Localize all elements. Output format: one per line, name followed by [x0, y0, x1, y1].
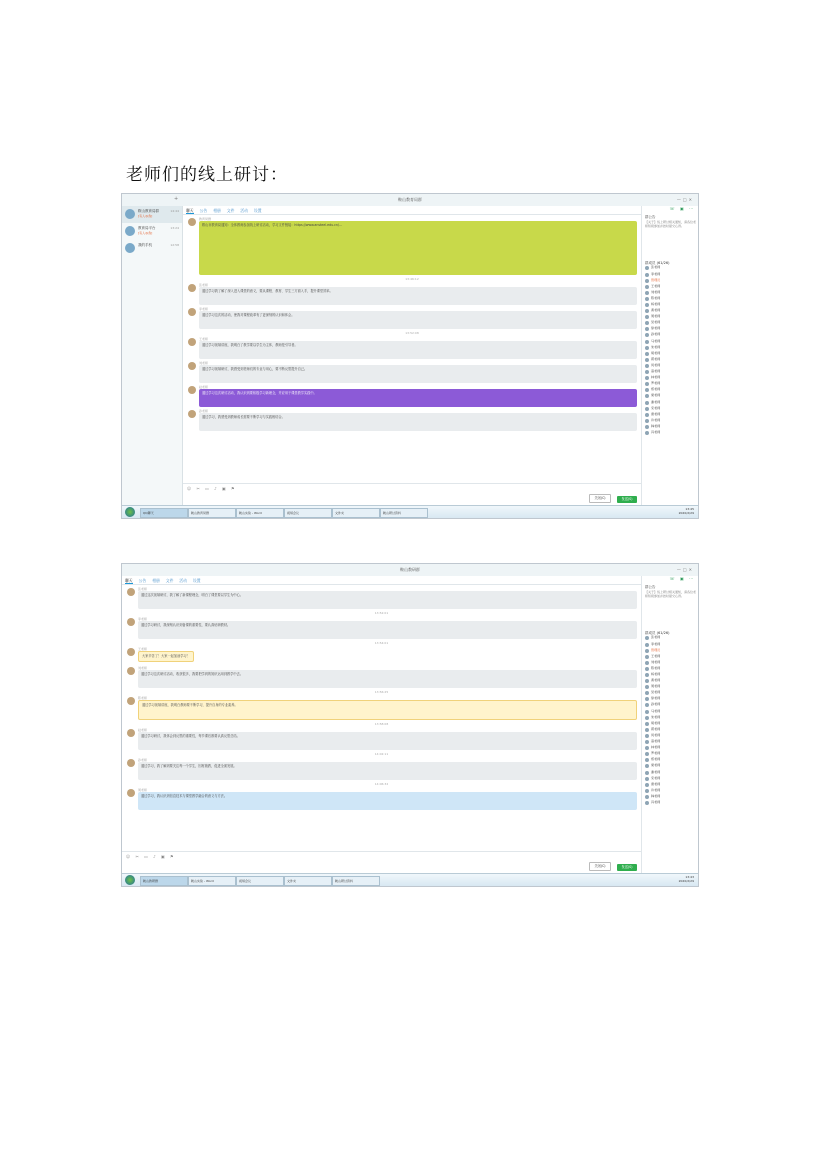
notice-text: 【关于】线上研讨相关通知，请各位老师积极参加并按时提交心得。 [645, 219, 697, 229]
member-name: 谢老师 [651, 769, 661, 774]
tab-item[interactable]: 文件 [226, 208, 235, 213]
member-avatar [645, 801, 649, 805]
message-row [187, 361, 637, 383]
member-name: 胡老师 [651, 350, 661, 355]
input-area[interactable] [183, 483, 641, 506]
send-button[interactable]: 发送(S) [617, 864, 637, 871]
taskbar-item[interactable]: 鞍山教研群 [140, 876, 188, 886]
avatar[interactable] [188, 284, 196, 292]
conversation-status: [有人@我] [138, 230, 153, 235]
message-bubble: 通过学习这次研讨活动，我认识到要积极学习新理念，并应用于课堂教学实践中。 [199, 389, 637, 407]
taskbar-item[interactable]: 鞍山实验 - Word [188, 876, 236, 886]
member-avatar [645, 697, 649, 701]
tab-item[interactable]: 文件 [165, 578, 174, 583]
member-name: 胡老师 [651, 720, 661, 725]
member-avatar [645, 661, 649, 665]
window-title: 鞍山教育局群 [398, 197, 422, 202]
message-timestamp: 14:02:11 [374, 751, 389, 756]
member-name: 梁老师 [651, 763, 661, 768]
group-sidebar [641, 206, 698, 506]
member-avatar [645, 764, 649, 768]
member-avatar [645, 266, 649, 270]
member-name: 吴老师 [651, 690, 661, 695]
avatar [125, 209, 135, 219]
sender-name: 孙老师 [199, 409, 209, 414]
member-avatar [645, 358, 649, 362]
member-avatar [645, 303, 649, 307]
tab-item[interactable]: 相册 [213, 208, 221, 213]
member-name: 罗老师 [651, 751, 661, 756]
window-controls[interactable]: —□✕ [676, 197, 694, 202]
taskbar-clock: 13:45 2020/2/29 [678, 507, 694, 515]
add-icon[interactable]: + [174, 196, 179, 202]
conversation-name: 教育局平台 [138, 226, 156, 230]
sender-name: 赵老师 [138, 727, 148, 732]
member-avatar [645, 777, 649, 781]
taskbar [122, 505, 698, 518]
group-tools-icons[interactable]: ☏ ▣ ⋯ [669, 576, 695, 581]
chat-main [183, 206, 641, 506]
member-name: 朱老师 [651, 344, 661, 349]
member-name: 郑老师 [651, 387, 661, 392]
member-avatar [645, 771, 649, 775]
member-name: 陈老师 [651, 665, 661, 670]
taskbar-item[interactable]: 鞍山实验 - Word [236, 508, 284, 518]
message-row [126, 617, 637, 639]
close-button[interactable]: 关闭(C) [589, 494, 611, 503]
message-row [187, 385, 637, 407]
sender-name: 王老师 [138, 647, 148, 652]
message-row [126, 728, 637, 750]
message-bubble: 通过学习视频讲座，我明白教师要不断学习，提升自身的专业素养。 [138, 700, 637, 720]
tab-item[interactable]: 聊天 [125, 578, 133, 583]
member-avatar [645, 309, 649, 313]
conversation-name: 我的手机 [138, 243, 152, 247]
notice-title: 群公告 [645, 215, 656, 219]
member-name: 梁老师 [651, 393, 661, 398]
member-item[interactable] [642, 430, 698, 436]
member-avatar [645, 710, 649, 714]
member-avatar [645, 752, 649, 756]
message-list [122, 585, 641, 852]
tab-item[interactable]: 公告 [199, 208, 208, 213]
member-name: 罗老师 [651, 381, 661, 386]
member-avatar [645, 333, 649, 337]
message-bubble: 通过学习视频研讨，我感受到老师们的专业与用心，要不断反思提升自己。 [199, 365, 637, 383]
taskbar-item[interactable]: 视频会议 [284, 508, 332, 518]
taskbar-item[interactable]: 文件夹 [332, 508, 380, 518]
sender-name: 刘老师 [199, 361, 209, 366]
member-avatar [645, 419, 649, 423]
conversation-item[interactable] [122, 240, 182, 257]
taskbar-item[interactable]: 鞍山教育局群 [188, 508, 236, 518]
member-avatar [645, 327, 649, 331]
member-name: 林老师 [651, 375, 661, 380]
sender-name: 刘老师 [138, 665, 148, 670]
member-name: 周老师 [651, 314, 661, 319]
sender-name: 李老师 [138, 617, 148, 622]
avatar[interactable] [188, 386, 196, 394]
message-row [187, 217, 637, 275]
member-name: 高老师 [651, 739, 661, 744]
message-timestamp: 13:52:08 [405, 331, 419, 336]
member-avatar [645, 340, 649, 344]
member-avatar [645, 728, 649, 732]
member-avatar [645, 382, 649, 386]
tab-item[interactable]: 相册 [152, 578, 160, 583]
member-avatar [645, 346, 649, 350]
member-name: 许老师 [651, 787, 661, 792]
member-name: 吴老师 [651, 320, 661, 325]
message-bubble: 通过学习这次研讨活动，收获很多，我要把学到的知识运用到教学中去。 [138, 670, 637, 688]
avatar[interactable] [127, 618, 135, 626]
member-avatar [645, 685, 649, 689]
member-name: 孙老师 [651, 702, 661, 707]
message-row [126, 788, 637, 810]
message-list [183, 215, 641, 484]
member-name: 唐老师 [651, 411, 661, 416]
member-name: 杨老师 [651, 672, 661, 676]
member-avatar [645, 722, 649, 726]
avatar[interactable] [127, 789, 135, 797]
message-row [187, 307, 637, 329]
member-name: 徐老师 [651, 696, 661, 701]
member-name: 李老师 [651, 641, 661, 646]
message-bubble: 通过学习视频讲座，我明白了教学要以学生为主体，教师是引导者。 [199, 341, 637, 359]
member-name: 陈老师 [651, 295, 661, 300]
tab-item[interactable]: 设置 [192, 578, 201, 583]
message-timestamp: 13:56:25 [374, 689, 389, 694]
member-name: 宋老师 [651, 405, 661, 410]
window-controls[interactable]: —□✕ [676, 567, 694, 572]
member-name: 徐老师 [651, 326, 661, 331]
message-bubble: 通过学习研讨，我深刻认识到备课的重要性，要认真钻研教材。 [138, 621, 637, 639]
chat-tabs [183, 206, 641, 215]
member-name: 何老师 [651, 732, 661, 737]
member-avatar [645, 401, 649, 405]
member-avatar [645, 273, 649, 277]
member-avatar [645, 667, 649, 671]
chat-tabs [122, 576, 641, 585]
conversation-item[interactable] [122, 206, 182, 223]
avatar [125, 243, 135, 253]
avatar[interactable] [127, 667, 135, 675]
conversation-item[interactable] [122, 223, 182, 240]
member-list [642, 635, 698, 806]
member-avatar [645, 388, 649, 392]
member-name: 郭老师 [651, 356, 661, 361]
message-bubble: 通过学习，我认识到信息技术与课堂教学融合的意义与方法。 [138, 792, 637, 810]
taskbar-item[interactable]: QQ聊天 [140, 508, 188, 518]
member-avatar [645, 279, 649, 283]
message-timestamp: 13:54:01 [374, 641, 389, 646]
members-title: 群成员 (61/26) [645, 260, 670, 265]
member-name: 刘老师 [651, 659, 661, 664]
message-row [187, 409, 637, 431]
start-button-icon[interactable] [125, 507, 135, 517]
member-avatar [645, 703, 649, 707]
member-name: 马老师 [651, 338, 661, 343]
chat-screenshot-2 [121, 563, 699, 887]
member-avatar [645, 376, 649, 380]
avatar [125, 226, 135, 236]
member-avatar [645, 285, 649, 289]
avatar[interactable] [188, 308, 196, 316]
member-avatar [645, 716, 649, 720]
avatar[interactable] [188, 410, 196, 418]
message-row [126, 647, 637, 663]
member-avatar [645, 425, 649, 429]
sender-name: 李老师 [199, 307, 209, 312]
member-name: 许老师 [651, 417, 661, 422]
conversation-time: 14:44 [170, 209, 179, 213]
member-name: 朱老师 [651, 714, 661, 719]
message-bubble: 鞍山市教育局通知：全体教师参加线上研讨活动，学习文件链接：https://www.ansteel.edu.cn/... [199, 221, 637, 275]
member-list [642, 265, 698, 436]
member-name: 刘老师 [651, 289, 661, 294]
notice-text: 【关于】线上研讨相关通知，请各位老师积极参加并按时提交心得。 [645, 589, 697, 599]
taskbar-item[interactable]: 鞍山研讨资料 [332, 876, 380, 886]
avatar[interactable] [188, 362, 196, 370]
message-bubble: 通过学习，我了解到要关注每一个学生，因材施教，促进全面发展。 [138, 762, 637, 780]
taskbar [122, 873, 698, 886]
message-row [187, 283, 637, 305]
avatar[interactable] [188, 338, 196, 346]
conversation-name: 鞍山教育局群 [138, 209, 159, 213]
member-name: 宋老师 [651, 775, 661, 780]
message-timestamp: 13:46:12 [405, 277, 419, 282]
message-row [187, 337, 637, 359]
member-name: 王老师 [651, 653, 661, 658]
conversation-time: 12:58 [170, 243, 179, 247]
message-bubble: 通过学习这次的活动，使我对课程改革有了更深刻的认识和体会。 [199, 311, 637, 329]
taskbar-item[interactable]: 鞍山研讨资料 [380, 508, 428, 518]
member-name: 张老师 [651, 635, 661, 640]
message-row [126, 758, 637, 780]
member-avatar [645, 655, 649, 659]
member-name: 唐老师 [651, 781, 661, 786]
avatar[interactable] [188, 218, 196, 226]
member-avatar [645, 321, 649, 325]
sender-name: 孙老师 [138, 757, 148, 762]
member-avatar [645, 364, 649, 368]
chat-screenshot-1 [121, 193, 699, 519]
message-row [126, 666, 637, 688]
member-name: 管理员 [651, 277, 661, 282]
member-name: 冯老师 [651, 799, 661, 804]
member-avatar [645, 649, 649, 653]
member-name: 韩老师 [651, 423, 661, 428]
group-tools-icons[interactable]: ☏ ▣ ⋯ [669, 206, 695, 211]
member-name: 李老师 [651, 271, 661, 276]
member-name: 林老师 [651, 745, 661, 750]
member-name: 谢老师 [651, 399, 661, 404]
member-avatar [645, 352, 649, 356]
conversation-status: [有人@我] [138, 213, 153, 218]
taskbar-clock: 13:43 2020/2/29 [678, 875, 694, 883]
member-avatar [645, 431, 649, 435]
member-avatar [645, 789, 649, 793]
member-name: 张老师 [651, 265, 661, 270]
conversation-time: 13:24 [170, 226, 179, 230]
member-name: 王老师 [651, 283, 661, 288]
tab-item[interactable]: 聊天 [186, 208, 194, 213]
message-timestamp: 13:58:08 [374, 721, 389, 726]
sender-name: 陈老师 [138, 695, 148, 700]
window-title: 鞍山教研群 [400, 567, 420, 572]
member-avatar [645, 734, 649, 738]
tab-item[interactable]: 活动 [179, 578, 187, 583]
member-avatar [645, 691, 649, 695]
avatar[interactable] [127, 648, 135, 656]
tab-item[interactable]: 活动 [240, 208, 248, 213]
group-sidebar [641, 576, 698, 874]
member-name: 韩老师 [651, 793, 661, 798]
tab-item[interactable]: 公告 [138, 578, 147, 583]
member-avatar [645, 413, 649, 417]
conversation-list [122, 206, 183, 506]
taskbar-item[interactable]: 文件夹 [284, 876, 332, 886]
sender-name: 周老师 [138, 787, 148, 792]
member-name: 何老师 [651, 362, 661, 367]
member-avatar [645, 394, 649, 398]
member-avatar [645, 758, 649, 762]
input-toolbar-icons[interactable]: ☺ ✂ ▭ ♪ ▣ ⚑ [187, 486, 237, 491]
tab-item[interactable]: 设置 [253, 208, 262, 213]
sender-name: 赵老师 [199, 385, 209, 390]
member-avatar [645, 315, 649, 319]
message-bubble: 通过学习我了解了深入进入课堂的意义，要从课程、教材、学生三方面入手，提升课堂效率。 [199, 287, 637, 305]
send-button[interactable]: 发送(S) [617, 496, 637, 503]
close-button[interactable]: 关闭(C) [589, 862, 611, 871]
member-name: 高老师 [651, 369, 661, 374]
document-title: 老师们的线上研讨： [126, 165, 288, 185]
message-bubble: 通过学习研讨，我体会到反思的重要性，每节课后都要认真反思总结。 [138, 732, 637, 750]
member-name: 杨老师 [651, 302, 661, 306]
message-row [126, 587, 637, 609]
member-avatar [645, 643, 649, 647]
member-item[interactable] [642, 800, 698, 806]
avatar[interactable] [127, 588, 135, 596]
sender-name: 张老师 [199, 283, 209, 288]
notice-title: 群公告 [645, 585, 656, 589]
member-avatar [645, 740, 649, 744]
member-avatar [645, 297, 649, 301]
member-avatar [645, 291, 649, 295]
member-name: 郭老师 [651, 726, 661, 731]
member-name: 孙老师 [651, 332, 661, 337]
member-avatar [645, 636, 649, 640]
member-avatar [645, 673, 649, 677]
member-avatar [645, 679, 649, 683]
avatar[interactable] [127, 729, 135, 737]
message-bubble: 通过这次视频研讨，我了解了新课程理念，明白了课堂要以学生为中心。 [138, 591, 637, 609]
input-area[interactable] [122, 851, 641, 874]
member-name: 黄老师 [651, 678, 661, 683]
message-timestamp: 13:52:01 [374, 611, 389, 616]
message-row [126, 696, 637, 720]
sender-name: 教育局群 [199, 217, 212, 221]
member-avatar [645, 795, 649, 799]
member-name: 周老师 [651, 684, 661, 689]
member-avatar [645, 370, 649, 374]
member-avatar [645, 407, 649, 411]
sender-name: 王老师 [199, 337, 209, 342]
member-name: 郑老师 [651, 757, 661, 762]
start-button-icon[interactable] [125, 875, 135, 885]
message-bubble: 大家辛苦了！大家一起加油学习！ [138, 651, 194, 662]
avatar[interactable] [127, 697, 135, 705]
taskbar-item[interactable]: 视频会议 [236, 876, 284, 886]
chat-main [122, 576, 641, 874]
member-name: 冯老师 [651, 429, 661, 434]
message-timestamp: 14:06:32 [374, 781, 389, 786]
member-name: 管理员 [651, 647, 661, 652]
input-toolbar-icons[interactable]: ☺ ✂ ▭ ♪ ▣ ⚑ [126, 854, 176, 859]
members-title: 群成员 (61/26) [645, 630, 670, 635]
avatar[interactable] [127, 759, 135, 767]
member-avatar [645, 783, 649, 787]
message-bubble: 通过学习，我感受到教师成长需要不断学习与实践相结合。 [199, 413, 637, 431]
member-name: 马老师 [651, 708, 661, 713]
sender-name: 张老师 [138, 587, 148, 591]
member-name: 黄老师 [651, 308, 661, 313]
member-avatar [645, 746, 649, 750]
